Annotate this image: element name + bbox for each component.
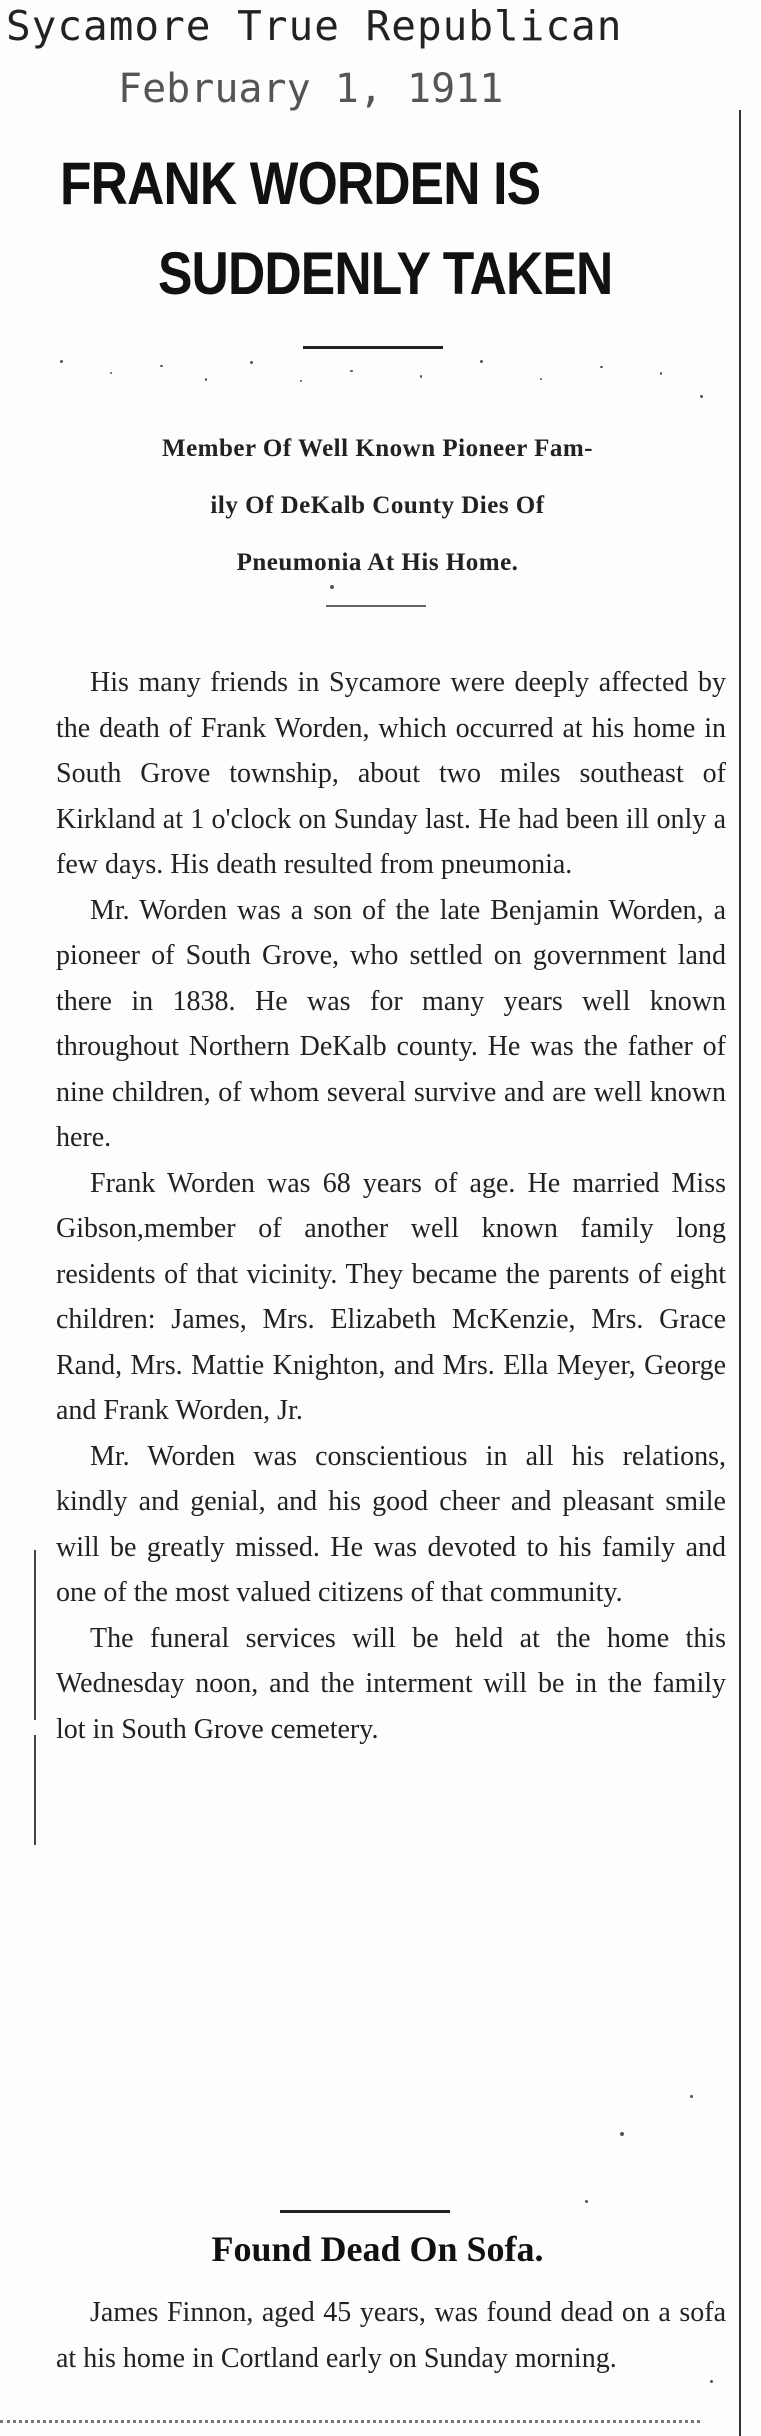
paragraph: The funeral services will be held at the home this Wednesday noon, and the interment will be in the family lot in South Grove cemetery.	[56, 1622, 726, 1745]
second-article-body	[56, 2290, 726, 2381]
headline-line-2: SUDDENLY TAKEN	[158, 240, 613, 307]
column-edge-mark	[34, 1735, 36, 1845]
article-divider	[280, 2210, 450, 2213]
subhead-rule	[326, 605, 426, 607]
publication-name: Sycamore True Republican	[6, 2, 623, 50]
publication-date: February 1, 1911	[118, 66, 504, 112]
subhead-line-1: Member Of Well Known Pioneer Fam-	[161, 435, 594, 462]
paragraph: Mr. Worden was conscientious in all his relations, kindly and genial, and his good cheer and pleasant smile will be greatly missed. He was devoted to his family and one of the most valued citizens of that community.	[56, 1440, 726, 1608]
subhead-line-3: Pneumonia At His Home.	[236, 549, 519, 576]
column-edge-mark	[34, 1550, 36, 1720]
second-article-headline: Found Dead On Sofa.	[211, 2229, 544, 2269]
paragraph: His many friends in Sycamore were deeply affected by the death of Frank Worden, which occurred at his home in South Grove township, about two miles southeast of Kirkland at 1 o'clock on Sunday last. He had been ill only a few days. His death resulted from pneumonia.	[56, 667, 726, 880]
paragraph: Mr. Worden was a son of the late Benjamin Worden, a pioneer of South Grove, who settled on government land there in 1838. He was for many years well known throughout Northern DeKalb county. He was the father of nine children, of whom several survive and are well known here.	[56, 894, 726, 1153]
column-rule	[739, 110, 741, 2436]
subhead-line-2: ily Of DeKalb County Dies Of	[210, 492, 545, 519]
headline-rule	[303, 346, 443, 349]
paragraph: Frank Worden was 68 years of age. He married Miss Gibson,member of another well known family long residents of that vicinity. They became the parents of eight children: James, Mrs. Elizabeth McKenzie, Mrs. Grace Rand, Mrs. Mattie Knighton, and Mrs. Ella Meyer, George and Frank Worden, Jr.	[56, 1167, 726, 1426]
bottom-edge-dots	[0, 2420, 700, 2427]
article-body	[56, 660, 726, 1752]
paragraph: James Finnon, aged 45 years, was found dead on a sofa at his home in Cortland early on Sunday morning.	[56, 2297, 726, 2374]
headline-line-1: FRANK WORDEN IS	[60, 150, 541, 217]
